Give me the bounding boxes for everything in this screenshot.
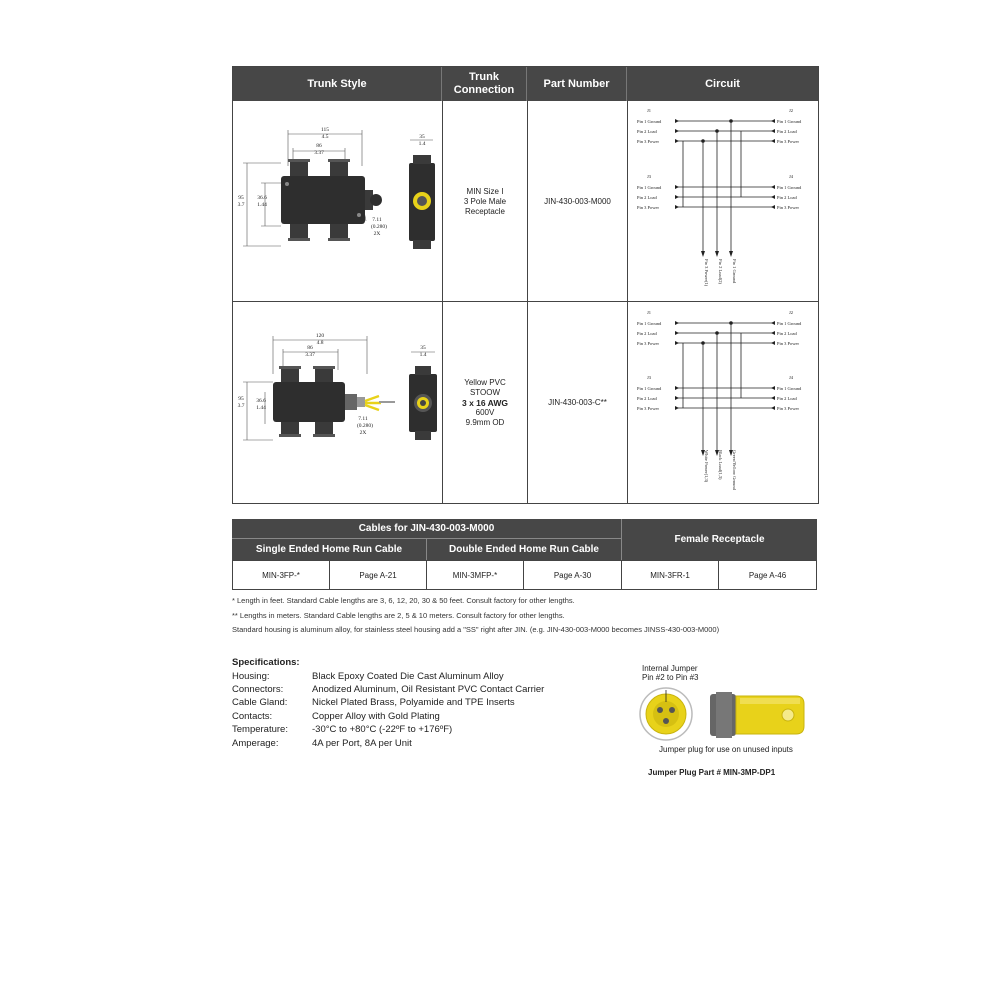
row2-j2-pin1: Pin 1 Ground <box>777 321 802 326</box>
header-part-number: Part Number <box>527 67 627 101</box>
jumper-label-line1: Internal Jumper <box>642 664 698 673</box>
row2-j3-pin1: Pin 1 Ground <box>637 386 662 391</box>
row2-connection-line1: Yellow PVC <box>464 377 506 387</box>
row2-j4-pin3: Pin 3 Power <box>777 406 800 411</box>
table-header <box>233 67 818 101</box>
spec-value: -30°C to +80°C (-22ºF to +176ºF) <box>312 724 453 735</box>
receptacle-part: MIN-3FR-1 <box>621 560 719 590</box>
row1-trunk-drawing <box>233 101 441 301</box>
spec-value: 4A per Port, 8A per Unit <box>312 738 412 749</box>
row1-j2-pin3: Pin 3 Power <box>777 139 800 144</box>
row2-j4-pin2: Pin 2 Load <box>777 396 797 401</box>
row1-port-j2: J2 <box>789 108 794 113</box>
row1-dim-width-in: 4.5 <box>321 134 329 140</box>
row2-connection-od: 9.9mm OD <box>465 417 505 427</box>
row1-dim-spacing-mm: 86 <box>316 143 322 149</box>
row1-port-j4: J4 <box>789 174 794 179</box>
row1-connection-line2: 3 Pole Male <box>463 196 507 206</box>
row2-j3-pin2: Pin 2 Load <box>637 396 657 401</box>
row2-circuit-diagram <box>627 302 818 502</box>
row1-j4-pin2: Pin 2 Load <box>777 195 797 200</box>
header-trunk-connection: Trunk Connection <box>442 67 527 101</box>
row1-j4-pin3: Pin 3 Power <box>777 205 800 210</box>
row2-dim-inner-in: 1.44 <box>256 405 266 411</box>
row2-output-green: Green/Yellow Ground <box>732 450 737 490</box>
row1-dim-height-mm: 95 <box>238 195 244 201</box>
row1-dim-spacing-in: 3.37 <box>314 150 324 156</box>
row1-connection-line3: Receptacle <box>464 206 506 216</box>
specs-title: Specifications: <box>232 657 300 668</box>
row1-dim-inner-in: 1.44 <box>257 202 267 208</box>
spec-label: Housing: <box>232 671 270 682</box>
cable-double-part: MIN-3MFP-* <box>426 560 524 590</box>
row2-port-j2: J2 <box>789 310 794 315</box>
row1-j1-pin2: Pin 2 Load <box>637 129 657 134</box>
row2-connection <box>443 302 527 503</box>
row2-j1-pin3: Pin 3 Power <box>637 341 660 346</box>
spec-label: Cable Gland: <box>232 697 288 708</box>
row1-j3-pin1: Pin 1 Ground <box>637 185 662 190</box>
spec-label: Contacts: <box>232 711 273 722</box>
row2-dim-height-in: 3.7 <box>237 403 245 409</box>
row2-port-j4: J4 <box>789 375 794 380</box>
row1-dim-side-mm: 35 <box>419 134 425 140</box>
row1-port-j3: J3 <box>647 174 652 179</box>
row2-j1-pin2: Pin 2 Load <box>637 331 657 336</box>
row2-dim-height-mm: 95 <box>238 396 244 402</box>
row1-dim-hole-mm: 7.11 <box>372 217 382 223</box>
row2-connection-voltage: 600V <box>475 407 495 417</box>
row2-dim-hole-mm: 7.11 <box>358 416 368 422</box>
row2-dim-width-mm: 120 <box>315 333 325 339</box>
header-circuit: Circuit <box>705 77 740 90</box>
row1-j2-pin2: Pin 2 Load <box>777 129 797 134</box>
jumper-caption: Jumper plug for use on unused inputs <box>659 745 793 754</box>
spec-label: Connectors: <box>232 684 284 695</box>
row1-part-number: JIN-430-003-M000 <box>544 196 611 206</box>
note-housing: Standard housing is aluminum alloy, for stainless steel housing add a "SS" right after JIN. (e.g. JIN-430-003-M000 becomes JINSS-430-003-M000) <box>232 625 720 634</box>
jumper-label-line2: Pin #2 to Pin #3 <box>642 673 699 682</box>
row2-dim-side-in: 1.4 <box>419 352 427 358</box>
row1-j1-pin3: Pin 3 Power <box>637 139 660 144</box>
row1-dim-side-in: 1.4 <box>418 141 426 147</box>
cables-single-header: Single Ended Home Run Cable <box>232 539 427 560</box>
cable-double-page: Page A-30 <box>523 560 622 590</box>
row1-dim-height-in: 3.7 <box>237 202 245 208</box>
jumper-part-number: Jumper Plug Part # MIN-3MP-DP1 <box>648 768 776 777</box>
row2-port-j3: J3 <box>647 375 652 380</box>
row2-port-j1: J1 <box>647 310 652 315</box>
row2-output-white: White Power(1,3) <box>704 450 709 483</box>
row2-connection-line2: STOOW <box>469 387 501 397</box>
row2-dim-width-in: 4.8 <box>316 340 324 346</box>
row1-dim-hole-in: (0.280) <box>370 224 388 230</box>
row2-dim-hole-in: (0.280) <box>356 423 374 429</box>
cables-female-header: Female Receptacle <box>621 519 817 560</box>
spec-value: Anodized Aluminum, Oil Resistant PVC Contact Carrier <box>312 684 545 695</box>
note-feet: * Length in feet. Standard Cable lengths are 3, 6, 12, 20, 30 & 50 feet. Consult factory for other lengths. <box>232 596 575 605</box>
row1-j4-pin1: Pin 1 Ground <box>777 185 802 190</box>
row2-dim-hole-qty: 2X <box>359 430 367 436</box>
row2-output-black: Black Load(1,3) <box>718 450 723 480</box>
row2-dim-spacing-mm: 86 <box>307 345 313 351</box>
row2-connection-awg: 3 x 16 AWG <box>462 397 508 408</box>
spec-value: Black Epoxy Coated Die Cast Aluminum Alloy <box>312 671 504 682</box>
row1-circuit-diagram <box>627 101 818 301</box>
row1-j1-pin1: Pin 1 Ground <box>637 119 662 124</box>
jumper-plug-image <box>636 680 811 745</box>
row1-dim-hole-qty: 2X <box>373 231 381 237</box>
row2-dim-spacing-in: 3.37 <box>305 352 315 358</box>
cables-table <box>232 519 817 590</box>
row2-dim-inner-mm: 36.6 <box>256 398 266 404</box>
row1-connection <box>443 102 527 301</box>
row1-output-load: Pin 2 Load(2) <box>718 259 723 284</box>
row1-output-ground: Pin 1 Ground <box>732 259 737 284</box>
spec-label: Temperature: <box>232 724 288 735</box>
row1-j2-pin1: Pin 1 Ground <box>777 119 802 124</box>
row2-j2-pin3: Pin 3 Power <box>777 341 800 346</box>
row2-part-number: JIN-430-003-C** <box>548 397 607 407</box>
row2-j2-pin2: Pin 2 Load <box>777 331 797 336</box>
row2-j4-pin1: Pin 1 Ground <box>777 386 802 391</box>
spec-value: Copper Alloy with Gold Plating <box>312 711 440 722</box>
row2-j3-pin3: Pin 3 Power <box>637 406 660 411</box>
row2-trunk-drawing <box>233 302 441 502</box>
cable-single-part: MIN-3FP-* <box>232 560 330 590</box>
row1-connection-line1: MIN Size I <box>466 186 504 196</box>
row2-j1-pin1: Pin 1 Ground <box>637 321 662 326</box>
row1-j3-pin3: Pin 3 Power <box>637 205 660 210</box>
row1-dim-width-mm: 115 <box>320 127 330 133</box>
row1-j3-pin2: Pin 2 Load <box>637 195 657 200</box>
spec-value: Nickel Plated Brass, Polyamide and TPE Inserts <box>312 697 515 708</box>
row2-dim-side-mm: 35 <box>420 345 426 351</box>
row1-port-j1: J1 <box>647 108 652 113</box>
receptacle-page: Page A-46 <box>718 560 817 590</box>
cable-single-page: Page A-21 <box>329 560 427 590</box>
cables-double-header: Double Ended Home Run Cable <box>427 539 621 560</box>
header-trunk-style: Trunk Style <box>233 67 442 101</box>
note-meters: ** Lengths in meters. Standard Cable lengths are 2, 5 & 10 meters. Consult factory for other lengths. <box>232 611 565 620</box>
row1-output-power: Pin 3 Power(1) <box>704 259 709 287</box>
spec-label: Amperage: <box>232 738 279 749</box>
row1-dim-inner-mm: 36.6 <box>257 195 267 201</box>
cables-title: Cables for JIN-430-003-M000 <box>232 519 621 539</box>
